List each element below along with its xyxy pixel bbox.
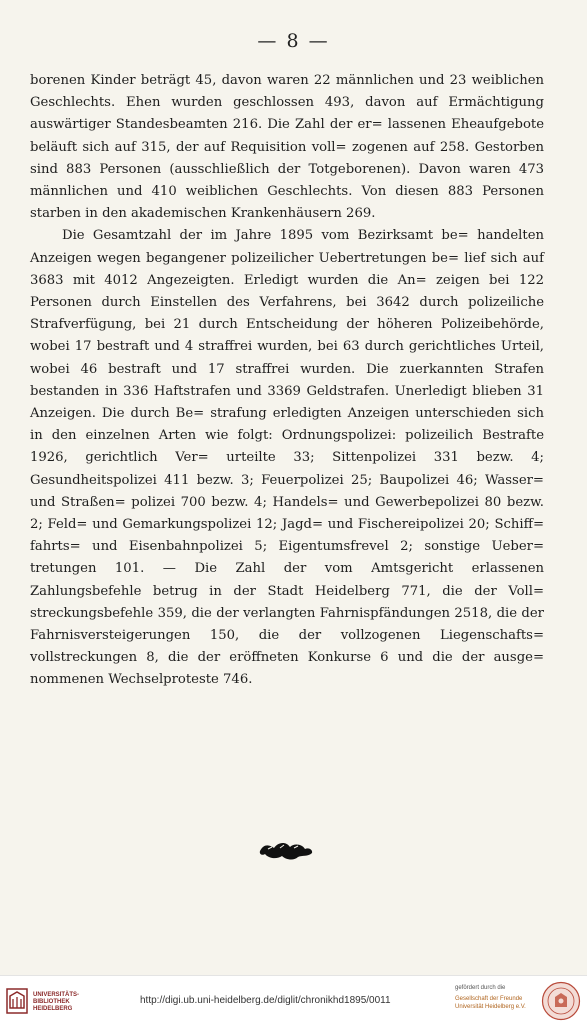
text-line: bei 63 durch gerichtliches Urteil, wobei 46 bestraft und 17 straffrei	[30, 339, 544, 377]
text-line: die der Fahrnisversteigerungen 150, die der vollzogenen Liegenschafts=	[30, 605, 544, 644]
library-name: UNIVERSITÄTS- BIBLIOTHEK HEIDELBERG	[33, 992, 80, 1012]
university-seal-icon	[541, 981, 581, 1021]
text-line: lassenen Eheaufgebote beläuft sich auf 315, der auf Requisition voll=	[30, 117, 544, 155]
text-line: Krankenhäusern 269.	[230, 206, 376, 222]
text-line: nommenen Wechselproteste 746.	[30, 672, 253, 688]
text-line: durch polizeiliche Strafverfügung, bei 21 durch Entscheidung der	[30, 295, 545, 333]
text-line: handelten Anzeigen wegen begangener polizeilicher Uebertretungen be=	[30, 228, 544, 266]
permalink-url[interactable]: http://digi.ub.uni-heidelberg.de/diglit/chronikhd1895/0011	[140, 995, 391, 1006]
text-line: fahrts= und Eisenbahnpolizei 5; Eigentumsfrevel 2; sonstige Ueber=	[30, 539, 544, 555]
text-line: urteilte 33; Sittenpolizei 331 bezw. 4; Gesundheitspolizei 411	[30, 450, 544, 488]
text-line: und Gemarkungspolizei 12; Jagd= und Fischereipolizei 20; Schiff=	[92, 517, 544, 533]
text-line: Ermächtigung auswärtiger Standesbeamten 216. Die Zahl der er=	[30, 95, 544, 133]
text-line: weiblichen Geschlechts. Ehen wurden geschlossen 493, davon auf	[30, 73, 544, 111]
text-line: wurden. Die zuerkannten Strafen bestanden in 336 Haftstrafen und	[30, 361, 544, 399]
text-line: wie folgt: Ordnungspolizei: polizeilich Bestrafte 1926, gerichtlich Ver=	[30, 428, 544, 466]
text-line: lief sich auf 3683 mit 4012 Angezeigten. Erledigt wurden die An=	[30, 250, 544, 288]
text-line: tretungen 101. — Die Zahl der vom Amtsgericht erlassenen	[30, 561, 544, 577]
text-line: Die Gesamtzahl der im Jahre 1895 vom Bezirksamt be=	[62, 228, 469, 244]
funded-by-label: gefördert durch die	[455, 985, 506, 991]
paragraph-1	[30, 70, 544, 225]
footer-bar	[0, 975, 587, 1026]
printer-ornament-icon	[258, 839, 314, 863]
text-line: streckungsbefehle 359, die der verlangten Fahrnispfändungen 2518,	[30, 605, 493, 621]
text-line: Geschlechts. Von diesen 883 Personen starben in den akademischen	[30, 184, 544, 222]
text-line: strafung erledigten Anzeigen unterschieden sich in den einzelnen Arten	[30, 406, 544, 444]
funder-name: Gesellschaft der Freunde Universität Heidelberg e.V.	[455, 996, 526, 1010]
text-line: bezw. 3; Feuerpolizei 25; Baupolizei 46; Wasser= und Straßen=	[30, 472, 544, 510]
text-line: polizei 700 bezw. 4; Handels= und Gewerbepolizei 80 bezw. 2; Feld=	[30, 494, 544, 533]
body-text	[30, 70, 544, 692]
text-line: zogenen auf 258. Gestorben sind 883 Personen (ausschließlich der	[30, 139, 544, 177]
text-line: vollstreckungen 8, die der eröffneten Konkurse 6 und die der ausge=	[30, 650, 544, 666]
paragraph-2	[30, 225, 544, 691]
text-line: Zahlungsbefehle betrug in der Stadt Heidelberg 771, die der Voll=	[30, 583, 544, 599]
page-number: — 8 —	[257, 30, 330, 52]
text-line: höheren Polizeibehörde, wobei 17 bestraft und 4 straffrei wurden,	[30, 317, 544, 355]
text-line: borenen Kinder beträgt 45, davon waren 22 männlichen und 23	[30, 73, 467, 88]
text-line: 3369 Geldstrafen. Unerledigt blieben 31 Anzeigen. Die durch Be=	[30, 383, 544, 422]
text-line: Totgeborenen). Davon waren 473 männlichen und 410 weiblichen	[30, 161, 544, 200]
text-line: zeigen bei 122 Personen durch Einstellen des Verfahrens, bei 3642	[30, 272, 544, 311]
university-library-logo-icon	[6, 988, 28, 1014]
